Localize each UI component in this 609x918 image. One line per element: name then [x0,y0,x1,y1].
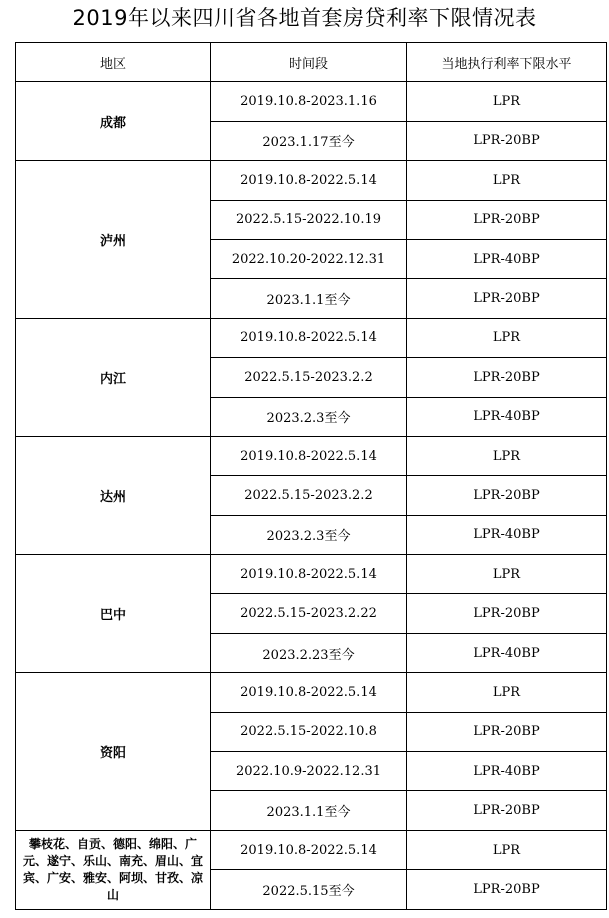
rate-level-cell: LPR-20BP [407,712,607,751]
rate-level-cell: LPR-40BP [407,633,607,672]
period-cell: 2022.5.15至今 [211,870,407,909]
rate-level-cell: LPR-20BP [407,358,607,397]
period-cell: 2019.10.8-2022.5.14 [211,555,407,594]
period-cell: 2023.2.3至今 [211,515,407,554]
period-cell: 2019.10.8-2022.5.14 [211,830,407,869]
period-cell: 2019.10.8-2023.1.16 [211,82,407,121]
period-cell: 2023.1.1至今 [211,791,407,830]
table-row [16,436,607,475]
period-cell: 2022.10.9-2022.12.31 [211,752,407,791]
period-cell: 2022.5.15-2023.2.2 [211,476,407,515]
table-row [16,830,607,869]
region-cell: 巴中 [16,555,211,673]
rate-level-cell: LPR [407,436,607,475]
rate-level-cell: LPR-40BP [407,397,607,436]
region-cell: 攀枝花、自贡、德阳、绵阳、广元、遂宁、乐山、南充、眉山、宜宾、广安、雅安、阿坝、甘孜、凉山 [16,830,211,909]
table-title: 2019年以来四川省各地首套房贷利率下限情况表 [72,6,537,30]
table-row [16,673,607,712]
period-cell: 2019.10.8-2022.5.14 [211,318,407,357]
rate-level-cell: LPR-40BP [407,752,607,791]
region-cell: 达州 [16,436,211,554]
header-row [16,43,607,82]
period-cell: 2023.1.1至今 [211,279,407,318]
period-cell: 2019.10.8-2022.5.14 [211,436,407,475]
period-cell: 2022.5.15-2022.10.19 [211,200,407,239]
table-row [16,82,607,121]
period-cell: 2022.5.15-2023.2.2 [211,358,407,397]
table-row [16,161,607,200]
period-cell: 2022.5.15-2022.10.8 [211,712,407,751]
period-cell: 2023.1.17至今 [211,121,407,160]
header-region: 地区 [16,43,211,82]
rate-level-cell: LPR [407,82,607,121]
period-cell: 2023.2.23至今 [211,633,407,672]
rate-table-body [16,43,607,910]
rate-level-cell: LPR-20BP [407,121,607,160]
header-level: 当地执行利率下限水平 [407,43,607,82]
rate-level-cell: LPR-20BP [407,594,607,633]
rate-level-cell: LPR-20BP [407,279,607,318]
period-cell: 2019.10.8-2022.5.14 [211,673,407,712]
period-cell: 2023.2.3至今 [211,397,407,436]
table-row [16,555,607,594]
rate-level-cell: LPR [407,318,607,357]
rate-level-cell: LPR-20BP [407,870,607,909]
period-cell: 2022.5.15-2023.2.22 [211,594,407,633]
region-cell: 泸州 [16,161,211,319]
region-cell: 资阳 [16,673,211,831]
rate-level-cell: LPR [407,161,607,200]
region-cell: 成都 [16,82,211,161]
rate-level-cell: LPR-20BP [407,200,607,239]
rate-level-cell: LPR [407,673,607,712]
rate-level-cell: LPR-20BP [407,791,607,830]
rate-level-cell: LPR [407,830,607,869]
period-cell: 2019.10.8-2022.5.14 [211,161,407,200]
table-row [16,318,607,357]
region-cell: 内江 [16,318,211,436]
rate-level-cell: LPR-40BP [407,239,607,278]
rate-level-cell: LPR-40BP [407,515,607,554]
rate-table [15,42,607,910]
rate-level-cell: LPR [407,555,607,594]
period-cell: 2022.10.20-2022.12.31 [211,239,407,278]
header-period: 时间段 [211,43,407,82]
rate-level-cell: LPR-20BP [407,476,607,515]
